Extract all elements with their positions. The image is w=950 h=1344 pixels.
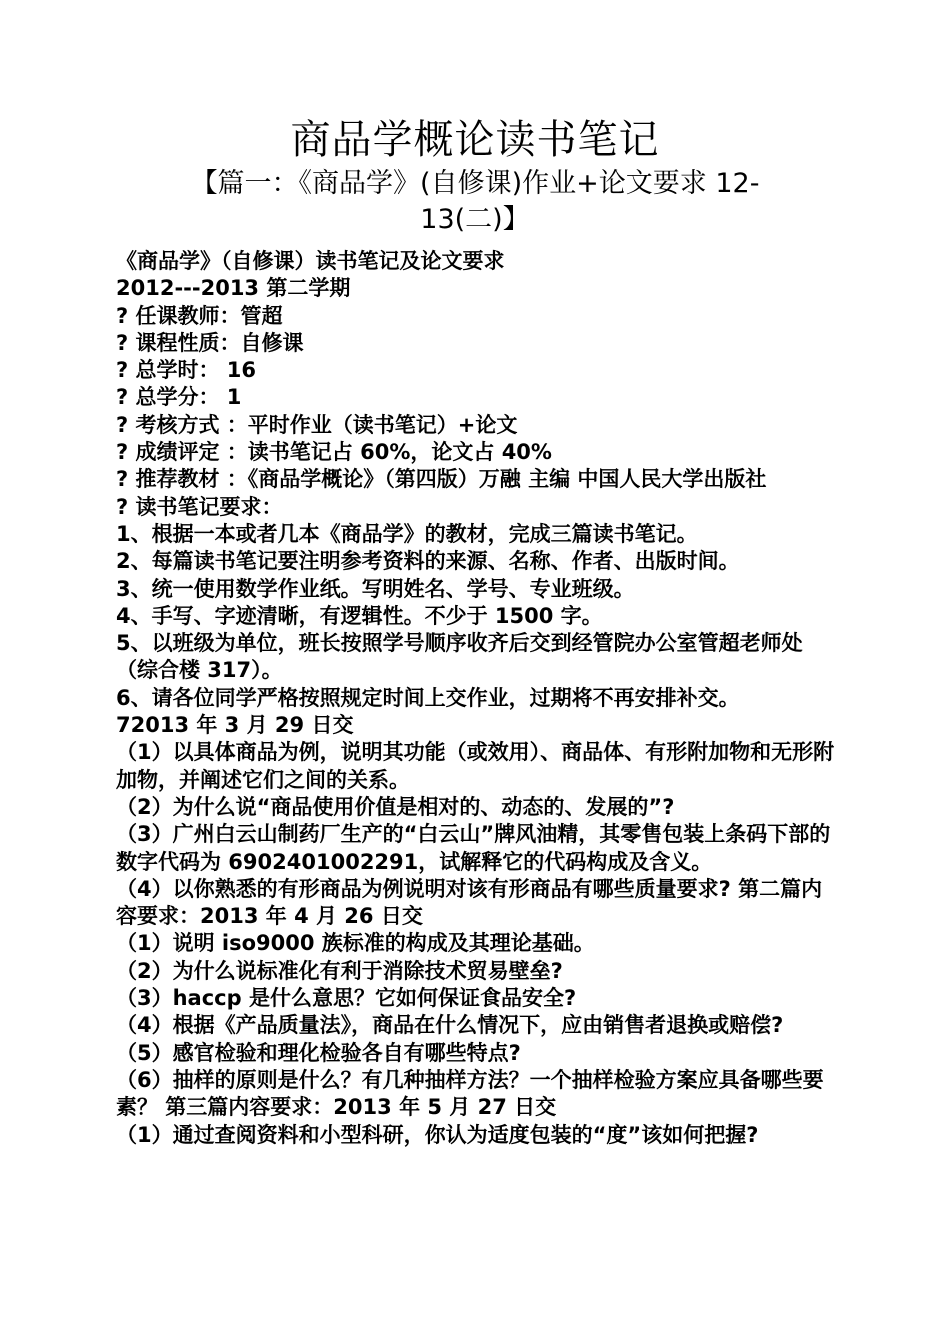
body-line: 《商品学》（自修课）读书笔记及论文要求	[116, 249, 505, 273]
body-line: ? 总学时： 16	[116, 358, 257, 383]
body-line: 72013 年 3 月 29 日交	[116, 713, 354, 738]
body-line: （1）说明 iso9000 族标准的构成及其理论基础。	[116, 931, 595, 956]
body-line: ? 总学分： 1	[116, 385, 242, 410]
document-subtitle: 【篇一：《商品学》(自修课)作业+论文要求 12-13(二)】	[190, 168, 760, 235]
body-line: ? 任课教师：管超	[116, 303, 283, 328]
body-line: （4）根据《产品质量法》，商品在什么情况下，应由销售者退换或赔偿?	[116, 1013, 784, 1038]
body-line: ? 考核方式 ：平时作业（读书笔记）+论文	[116, 412, 518, 437]
body-line: 1、根据一本或者几本《商品学》的教材，完成三篇读书笔记。	[116, 521, 698, 546]
body-line: （5）感官检验和理化检验各自有哪些特点?	[116, 1040, 521, 1065]
body-line: 2012---2013 第二学期	[116, 276, 351, 301]
body-line: （3）haccp 是什么意思？它如何保证食品安全?	[116, 986, 577, 1011]
body-line: （6）抽样的原则是什么？有几种抽样方法？一个抽样检验方案应具备哪些要素？ 第三篇内容要求：2013 年 5 月 27 日交	[116, 1067, 824, 1120]
body-line: ? 读书笔记要求：	[116, 494, 283, 519]
body-line: （2）为什么说标准化有利于消除技术贸易壁垒?	[116, 958, 563, 983]
body-line: （4）以你熟悉的有形商品为例说明对该有形商品有哪些质量要求? 第二篇内容要求：2013 年 4 月 26 日交	[116, 876, 823, 929]
body-line: 5、以班级为单位，班长按照学号顺序收齐后交到经管院办公室管超老师处（综合楼 317）。	[116, 631, 803, 683]
body-line: （3）广州白云山制药厂生产的“白云山”牌风油精，其零售包装上条码下部的数字代码为 6902401002291，试解释它的代码构成及含义。	[116, 822, 831, 874]
body-line: （1）通过查阅资料和小型科研，你认为适度包装的“度”该如何把握?	[116, 1122, 759, 1147]
body-line: （2）为什么说“商品使用价值是相对的、动态的、发展的”?	[116, 794, 675, 819]
document-body	[116, 248, 836, 1149]
body-line: （1）以具体商品为例，说明其功能（或效用）、商品体、有形附加物和无形附加物，并阐述它们之间的关系。	[116, 740, 835, 792]
body-line: ? 推荐教材 ：《商品学概论》（第四版）万融 主编 中国人民大学出版社	[116, 467, 767, 492]
document-title: 商品学概论读书笔记	[290, 117, 660, 163]
body-line: 6、请各位同学严格按照规定时间上交作业，过期将不再安排补交。	[116, 685, 740, 710]
body-line: 2、每篇读书笔记要注明参考资料的来源、名称、作者、出版时间。	[116, 549, 740, 574]
body-line: ? 课程性质：自修课	[116, 330, 304, 355]
body-line: ? 成绩评定 ：读书笔记占 60%，论文占 40%	[116, 440, 552, 465]
body-line: 4、手写、字迹清晰，有逻辑性。不少于 1500 字。	[116, 603, 603, 628]
body-line: 3、统一使用数学作业纸。写明姓名、学号、专业班级。	[116, 576, 635, 601]
